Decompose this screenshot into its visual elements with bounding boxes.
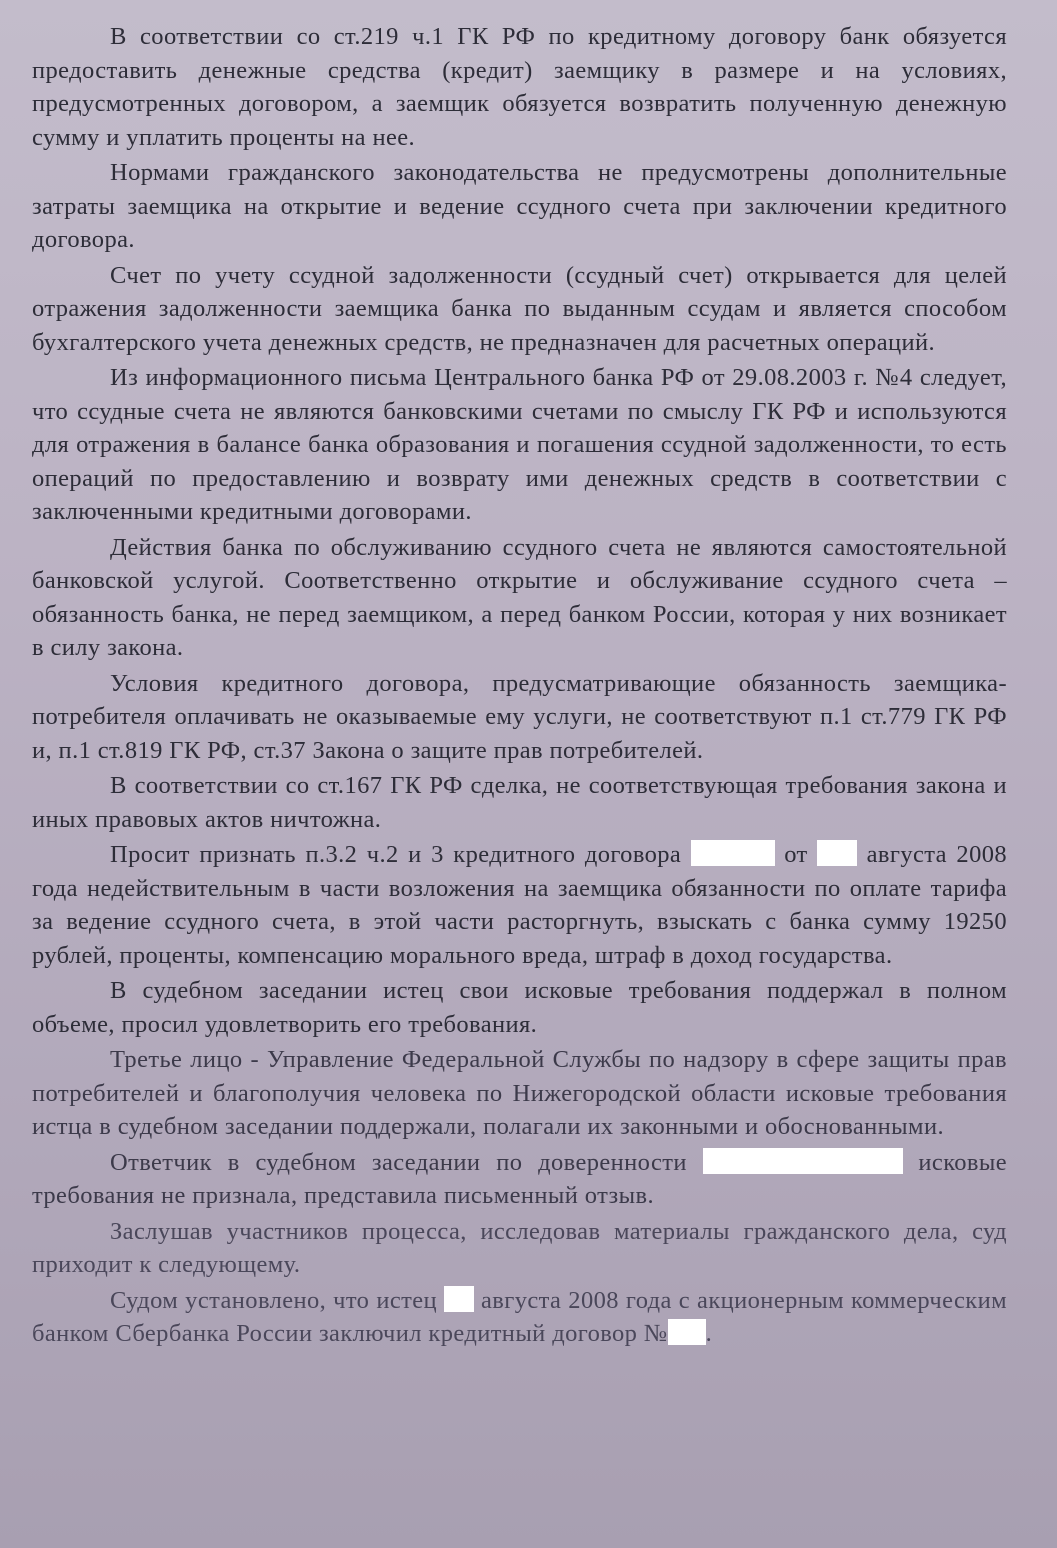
- paragraph-13-end: .: [705, 1320, 713, 1347]
- paragraph-8-part-a: Просит признать п.3.2 ч.2 и 3 кредитного договора: [110, 841, 682, 868]
- redaction-box: [668, 1319, 706, 1345]
- paragraph-1: В соответствии со ст.219 ч.1 ГК РФ по кредитному договору банк обязуется предоставить денежные средства (кредит) заемщику в размере и на условиях, предусмотренных договором, а заемщик обязуется возвратить полученную денежную сумму и уплатить проценты на нее.: [32, 23, 1007, 151]
- paragraph-11-part-b: исковые требования не признала, представила письменный отзыв.: [32, 1148, 1008, 1209]
- paragraph-10: Третье лицо - Управление Федеральной Службы по надзору в сфере защиты прав потребителей и благополучия человека по Нижегородской области исковые требования истца в судебном заседании поддержали, полагали их законными и обоснованными.: [32, 1046, 1007, 1140]
- paragraph-12: Заслушав участников процесса, исследовав материалы гражданского дела, суд приходит к следующему.: [32, 1217, 1007, 1278]
- paragraph-7: В соответствии со ст.167 ГК РФ сделка, не соответствующая требования закона и иных правовых актов ничтожна.: [32, 772, 1007, 833]
- paragraph-11-part-a: Ответчик в судебном заседании по доверенности: [110, 1148, 687, 1176]
- paragraph-13-part-b: августа 2008 года с акционерным коммерческим банком Сбербанка России заключил кредитный договор: [32, 1286, 1007, 1347]
- redaction-box: [817, 840, 857, 866]
- paragraph-3: Счет по учету ссудной задолженности (ссудный счет) открывается для целей отражения задолженности заемщика банка по выданным ссудам и является способом бухгалтерского учета денежных средств, не предназначен для расчетных операций.: [32, 261, 1007, 356]
- document-body: [32, 20, 1007, 1353]
- paragraph-13: [32, 1284, 1007, 1351]
- paragraph-6: Условия кредитного договора, предусматривающие обязанность заемщика-потребителя оплачивать не оказываемые ему услуги, не соответствуют п.1 ст.779 ГК РФ и, п.1 ст.819 ГК РФ, ст.37 Закона о защите прав потребителей.: [32, 669, 1007, 764]
- paragraph-8-part-c: августа 2008 года недействительным в части возложения на заемщика обязанности по оплате тарифа за ведение ссудного счета, в этой части расторгнуть, взыскать с банка сумму 19250 рублей, проценты, компенсацию морального вреда, штраф в доход государства.: [32, 841, 1008, 969]
- redaction-box: [444, 1286, 474, 1312]
- paragraph-13-number-sign: №: [643, 1320, 668, 1347]
- paragraph-2: Нормами гражданского законодательства не предусмотрены дополнительные затраты заемщика на открытие и ведение ссудного счета при заключении кредитного договора.: [32, 159, 1007, 253]
- paragraph-8: [32, 838, 1007, 972]
- paragraph-13-part-a: Судом установлено, что истец: [110, 1286, 437, 1314]
- redaction-box: [703, 1148, 903, 1174]
- paragraph-4: Из информационного письма Центрального банка РФ от 29.08.2003 г. №4 следует, что ссудные счета не являются банковскими счетами по смыслу ГК РФ и используются для отражения в балансе банка образования и погашения ссудной задолженности, то есть операций по предоставлению и возврату ими денежных средств в соответствии с заключенными кредитными договорами.: [32, 364, 1007, 525]
- paragraph-11: [32, 1146, 1007, 1213]
- paragraph-8-part-b: от: [784, 841, 808, 868]
- redaction-box: [691, 840, 775, 866]
- paragraph-9: В судебном заседании истец свои исковые требования поддержал в полном объеме, просил удовлетворить его требования.: [32, 977, 1007, 1038]
- paragraph-5: Действия банка по обслуживанию ссудного счета не являются самостоятельной банковской услугой. Соответственно открытие и обслуживание ссудного счета – обязанность банка, не перед заемщиком, а перед банком России, которая у них возникает в силу закона.: [32, 533, 1007, 661]
